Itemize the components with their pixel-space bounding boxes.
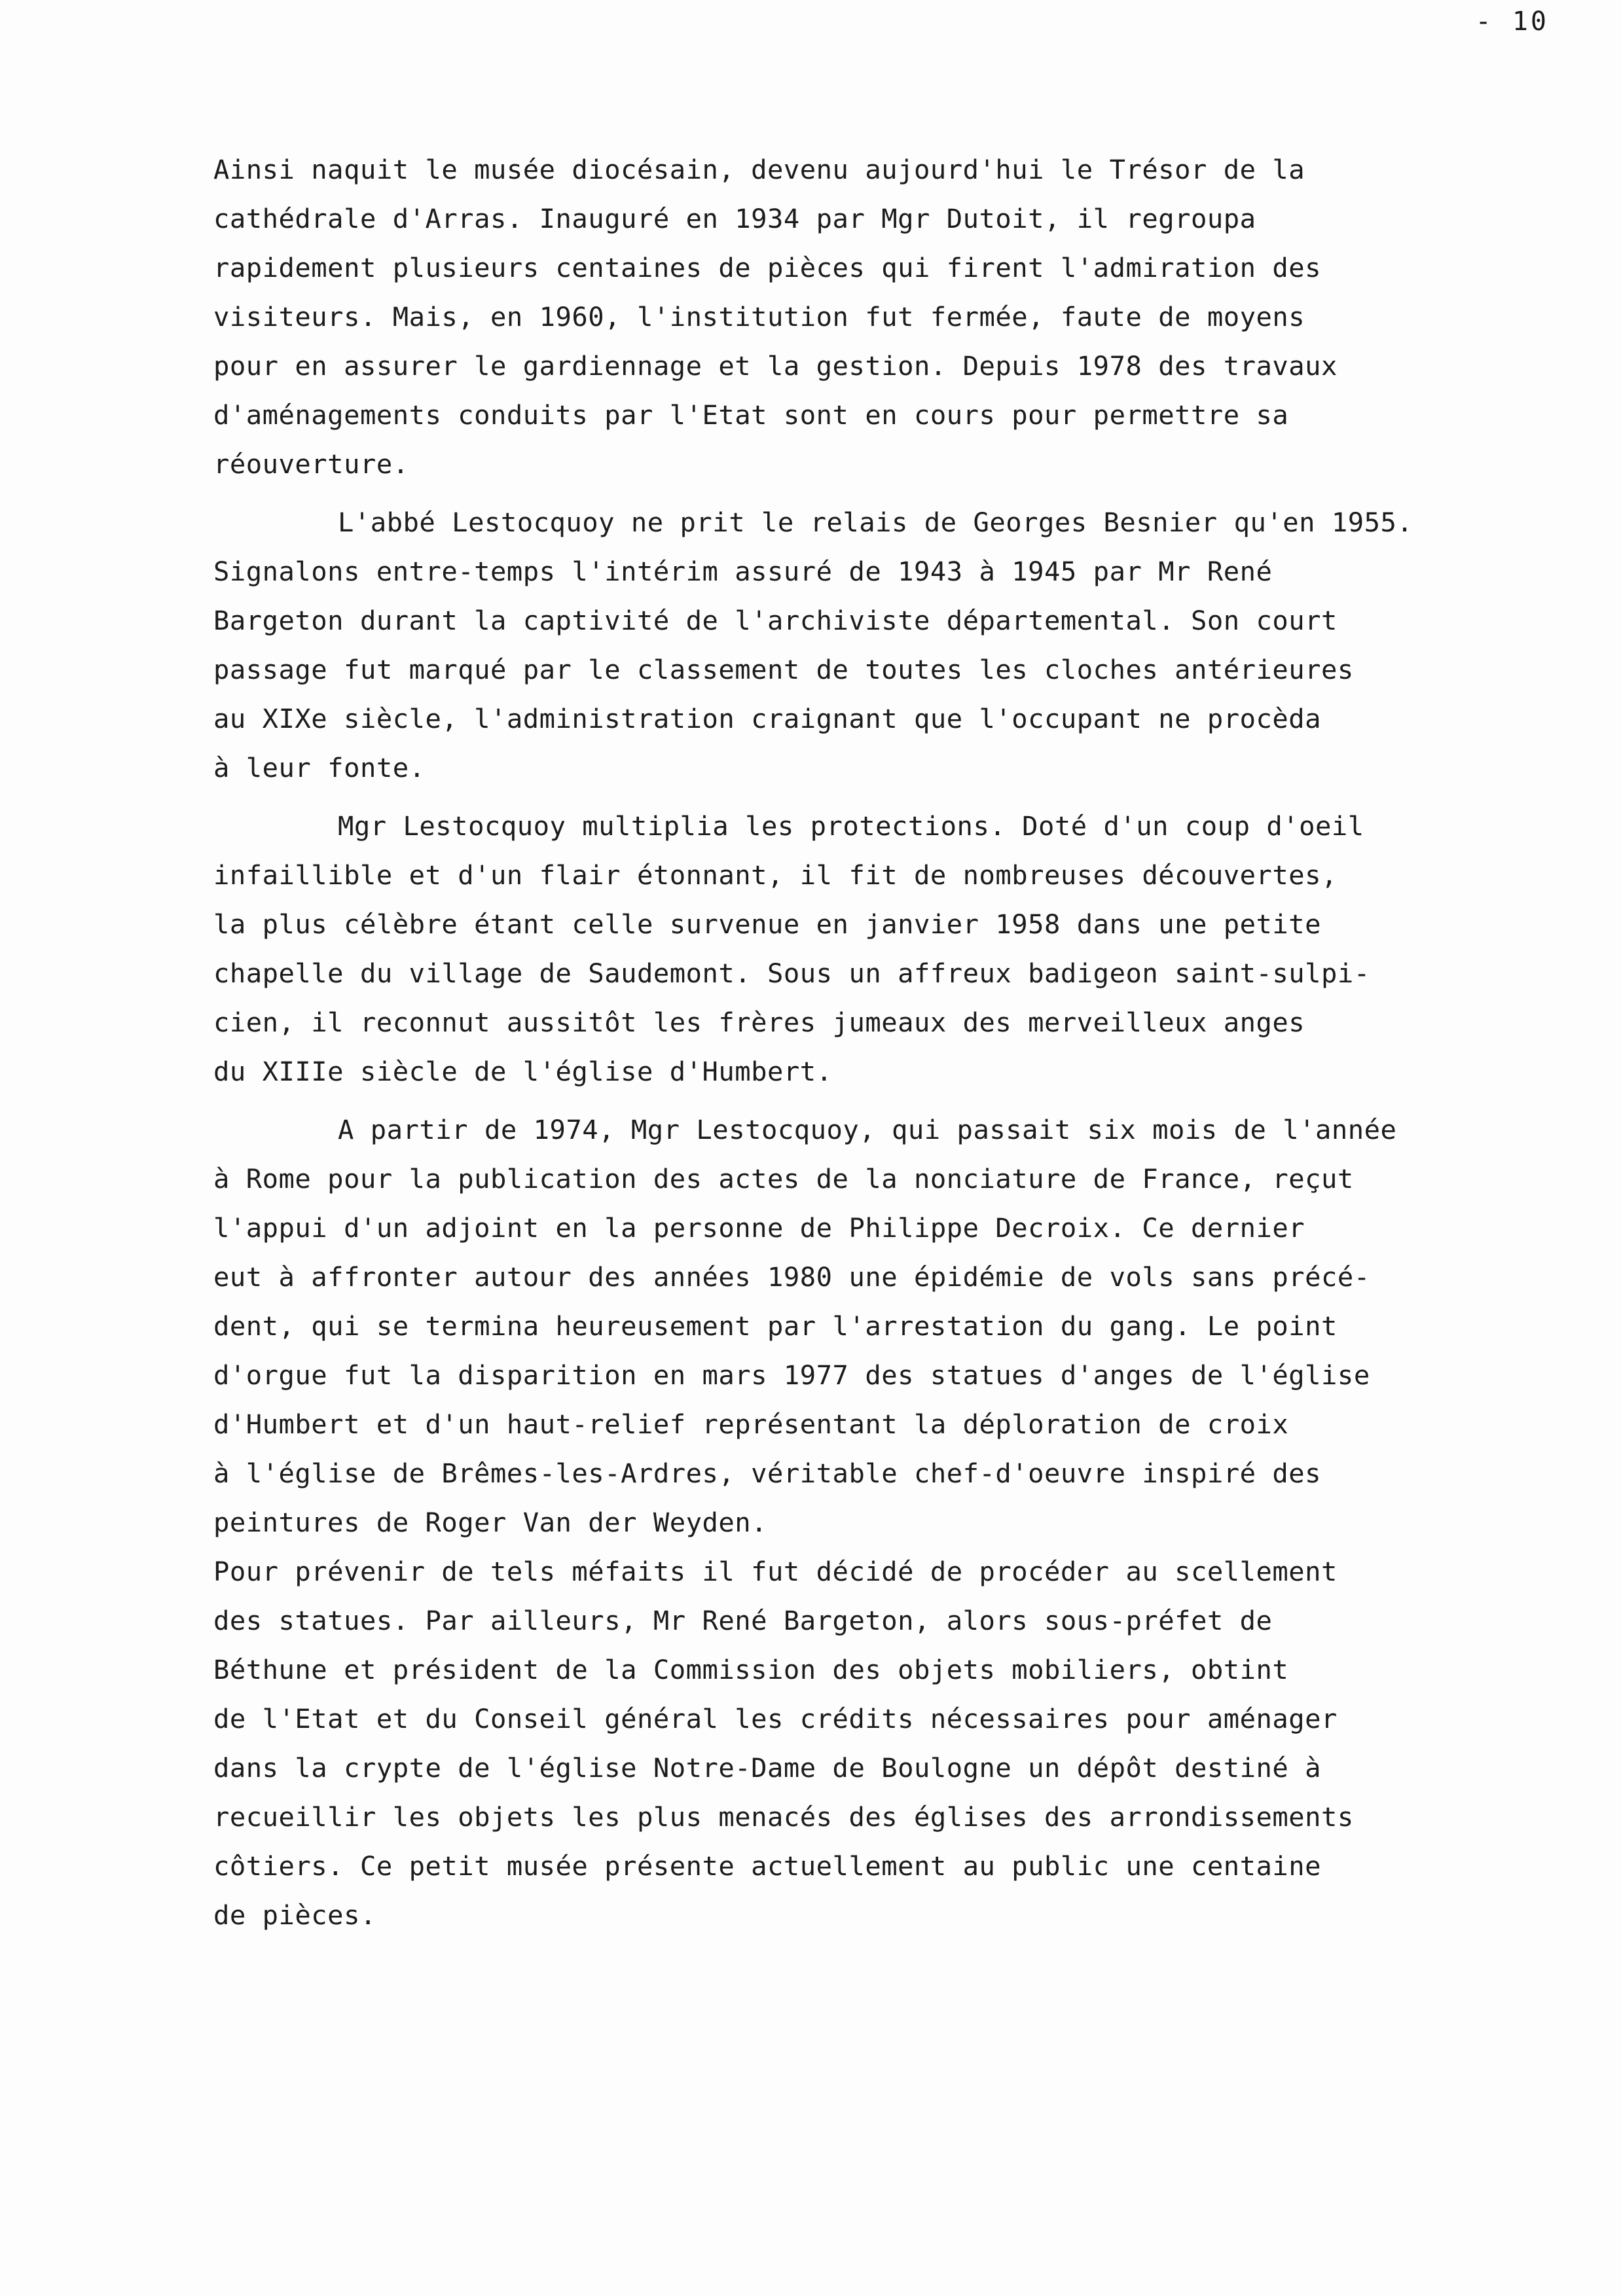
body-text [213, 145, 1595, 1949]
text-line: des statues. Par ailleurs, Mr René Bargeton, alors sous-préfet de [213, 1605, 1273, 1636]
text-line: du XIIIe siècle de l'église d'Humbert. [213, 1056, 833, 1087]
text-line: recueillir les objets les plus menacés des églises des arrondissements [213, 1801, 1354, 1833]
text-line: rapidement plusieurs centaines de pièces qui firent l'admiration des [213, 252, 1322, 283]
text-line: Mgr Lestocquoy multiplia les protections. Doté d'un coup d'oeil [338, 810, 1364, 842]
text-line: la plus célèbre étant celle survenue en janvier 1958 dans une petite [213, 908, 1322, 940]
text-line: à l'église de Brêmes-les-Ardres, véritable chef-d'oeuvre inspiré des [213, 1458, 1322, 1489]
text-line: de l'Etat et du Conseil général les crédits nécessaires pour aménager [213, 1703, 1338, 1734]
text-line: infaillible et d'un flair étonnant, il fit de nombreuses découvertes, [213, 859, 1338, 891]
paragraph [213, 498, 1595, 793]
text-line: dans la crypte de l'église Notre-Dame de Boulogne un dépôt destiné à [213, 1752, 1322, 1784]
text-line: l'appui d'un adjoint en la personne de Philippe Decroix. Ce dernier [213, 1212, 1305, 1244]
text-line: de pièces. [213, 1899, 376, 1931]
text-line: au XIXe siècle, l'administration craignant que l'occupant ne procèda [213, 703, 1322, 734]
paragraph [213, 1105, 1595, 1547]
text-line: Ainsi naquit le musée diocésain, devenu aujourd'hui le Trésor de la [213, 154, 1305, 185]
text-line: à leur fonte. [213, 752, 426, 783]
text-line: Béthune et président de la Commission des objets mobiliers, obtint [213, 1654, 1289, 1685]
text-line: L'abbé Lestocquoy ne prit le relais de Georges Besnier qu'en 1955. [338, 507, 1413, 538]
text-line: peintures de Roger Van der Weyden. [213, 1507, 768, 1538]
text-line: passage fut marqué par le classement de toutes les cloches antérieures [213, 654, 1354, 685]
text-line: Bargeton durant la captivité de l'archiviste départemental. Son court [213, 605, 1338, 636]
text-line: réouverture. [213, 448, 409, 480]
text-line: cathédrale d'Arras. Inauguré en 1934 par Mgr Dutoit, il regroupa [213, 203, 1256, 234]
text-line: d'orgue fut la disparition en mars 1977 des statues d'anges de l'église [213, 1359, 1370, 1391]
text-line: A partir de 1974, Mgr Lestocquoy, qui passait six mois de l'année [338, 1114, 1397, 1145]
text-line: d'Humbert et d'un haut-relief représentant la déploration de croix [213, 1408, 1289, 1440]
text-line: dent, qui se termina heureusement par l'arrestation du gang. Le point [213, 1310, 1338, 1342]
paragraph [213, 1547, 1595, 1940]
page-number: - 10 [1475, 7, 1549, 37]
text-line: chapelle du village de Saudemont. Sous un affreux badigeon saint-sulpi- [213, 958, 1370, 989]
text-line: visiteurs. Mais, en 1960, l'institution fut fermée, faute de moyens [213, 301, 1305, 332]
paragraph [213, 802, 1595, 1096]
text-line: pour en assurer le gardiennage et la gestion. Depuis 1978 des travaux [213, 350, 1338, 382]
text-line: côtiers. Ce petit musée présente actuellement au public une centaine [213, 1850, 1322, 1882]
text-line: Signalons entre-temps l'intérim assuré de 1943 à 1945 par Mr René [213, 556, 1273, 587]
paragraph [213, 145, 1595, 489]
text-line: eut à affronter autour des années 1980 une épidémie de vols sans précé- [213, 1261, 1370, 1293]
text-line: Pour prévenir de tels méfaits il fut décidé de procéder au scellement [213, 1556, 1338, 1587]
text-line: à Rome pour la publication des actes de la nonciature de France, reçut [213, 1163, 1354, 1194]
text-line: cien, il reconnut aussitôt les frères jumeaux des merveilleux anges [213, 1007, 1305, 1038]
text-line: d'aménagements conduits par l'Etat sont en cours pour permettre sa [213, 399, 1289, 431]
